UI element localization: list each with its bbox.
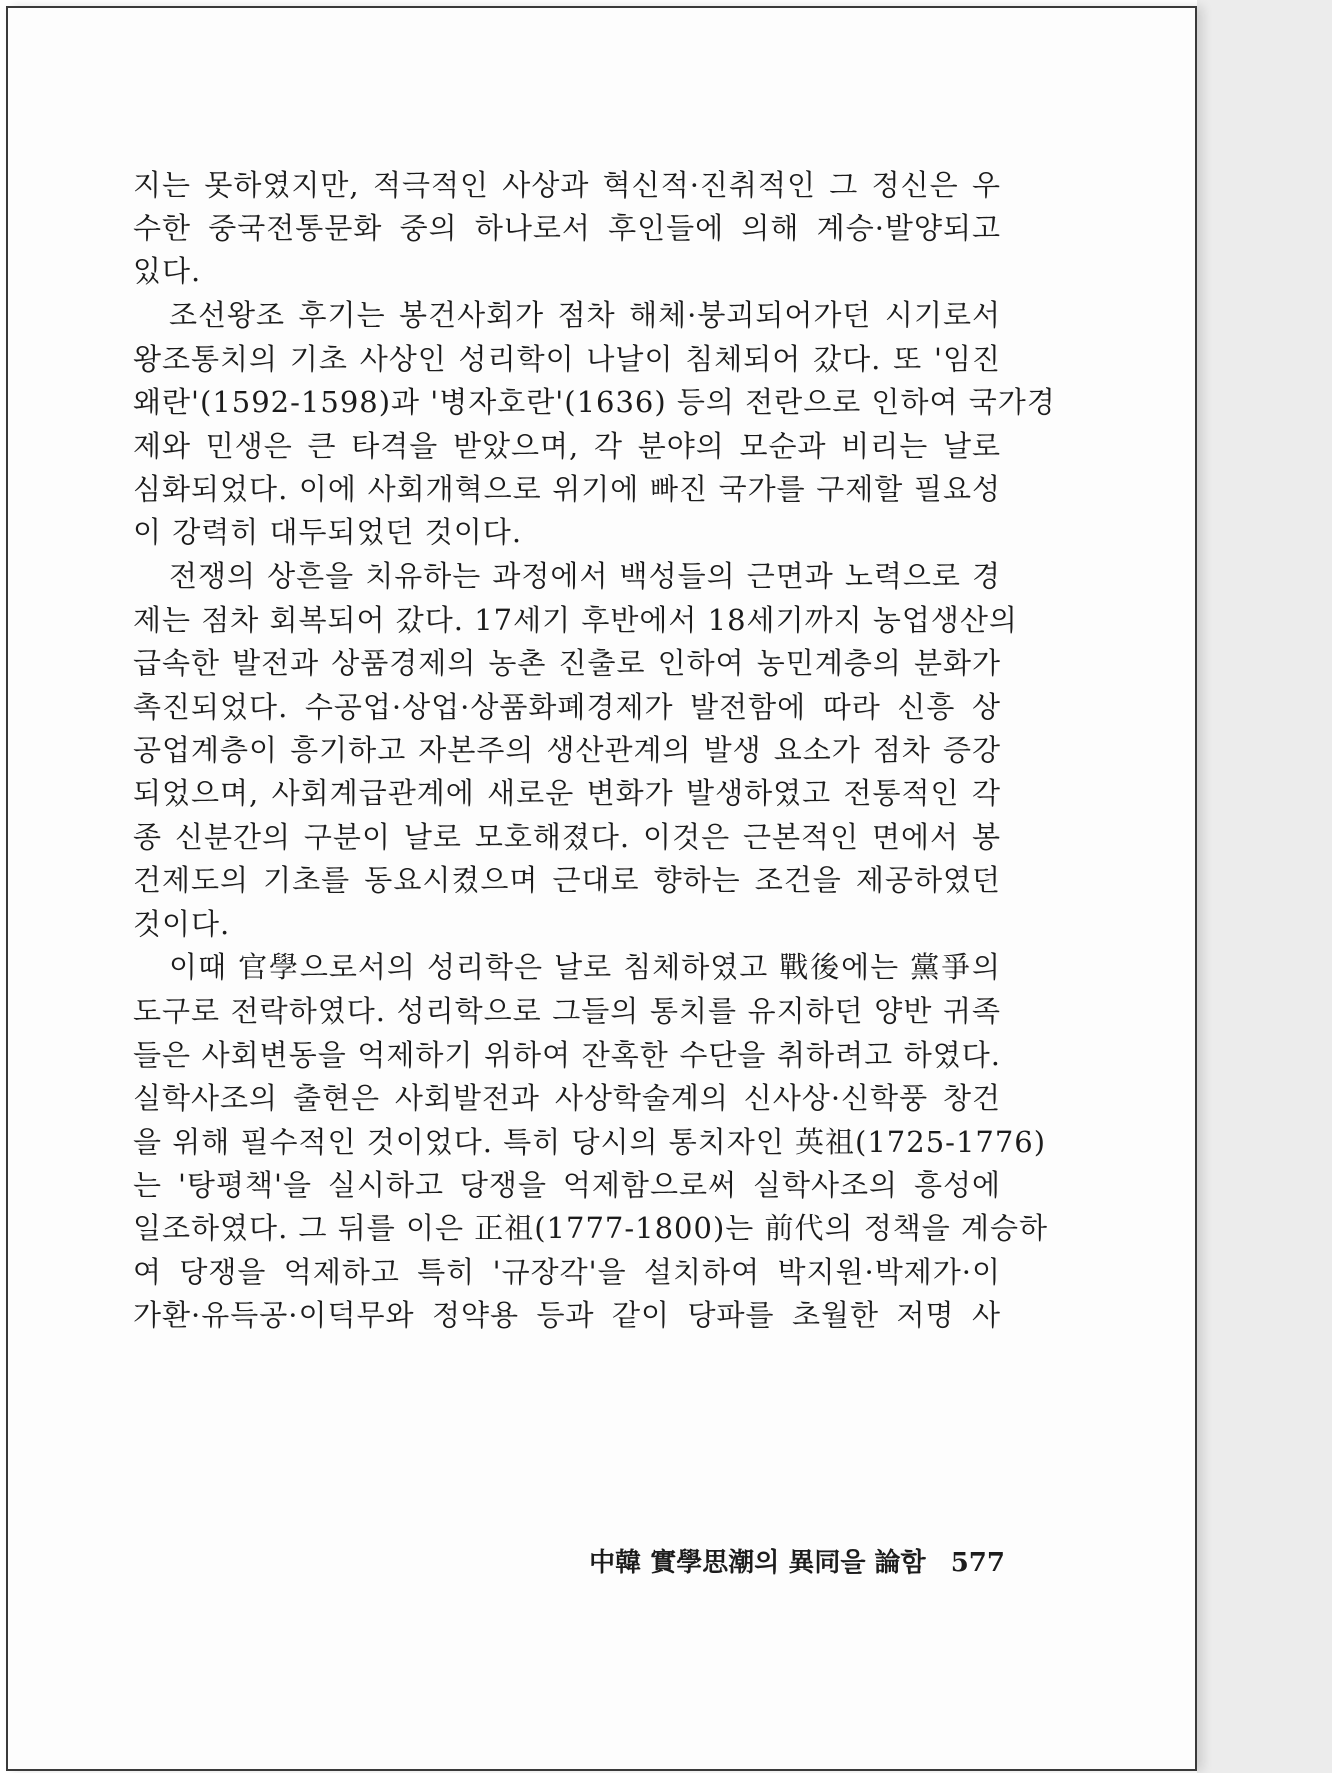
- text-line: 건제도의 기초를 동요시켰으며 근대로 향하는 조건을 제공하였던: [133, 863, 1001, 897]
- text-line: 왕조통치의 기초 사상인 성리학이 나날이 침체되어 갔다. 또 '임진: [133, 342, 1001, 376]
- text-line: 지는 못하였지만, 적극적인 사상과 혁신적·진취적인 그 정신은 우: [133, 168, 1001, 202]
- text-line: 왜란'(1592-1598)과 '병자호란'(1636) 등의 전란으로 인하여 국가경: [133, 385, 1056, 419]
- text-line: 이 강력히 대두되었던 것이다.: [133, 515, 523, 549]
- text-line: 을 위해 필수적인 것이었다. 특히 당시의 통치자인 英祖(1725-1776): [133, 1125, 1047, 1159]
- text-line: 급속한 발전과 상품경제의 농촌 진출로 인하여 농민계층의 분화가: [133, 646, 1001, 680]
- running-title: 中韓 實學思潮의 異同을 論함: [589, 1548, 926, 1578]
- text-line: 수한 중국전통문화 중의 하나로서 후인들에 의해 계승·발양되고: [133, 211, 1001, 245]
- text-line: 일조하였다. 그 뒤를 이은 正祖(1777-1800)는 前代의 정책을 계승하: [133, 1211, 1049, 1245]
- text-line: 공업계층이 흥기하고 자본주의 생산관계의 발생 요소가 점차 증강: [133, 733, 1001, 767]
- text-line: 것이다.: [133, 907, 231, 941]
- running-footer: [589, 1543, 1005, 1583]
- text-line: 도구로 전락하였다. 성리학으로 그들의 통치를 유지하던 양반 귀족: [133, 994, 1001, 1028]
- page-edge-background: [1197, 0, 1332, 1773]
- text-line: 들은 사회변동을 억제하기 위하여 잔혹한 수단을 취하려고 하였다.: [133, 1038, 1001, 1072]
- text-line: 실학사조의 출현은 사회발전과 사상학술계의 신사상·신학풍 창건: [133, 1081, 1001, 1115]
- text-line: 여 당쟁을 억제하고 특히 '규장각'을 설치하여 박지원·박제가·이: [133, 1255, 1001, 1289]
- text-line: 이때 官學으로서의 성리학은 날로 침체하였고 戰後에는 黨爭의: [169, 950, 1001, 984]
- text-line: 촉진되었다. 수공업·상업·상품화폐경제가 발전함에 따라 신흥 상: [133, 690, 1001, 724]
- text-line: 전쟁의 상흔을 치유하는 과정에서 백성들의 근면과 노력으로 경: [169, 559, 1001, 593]
- text-line: 되었으며, 사회계급관계에 새로운 변화가 발생하였고 전통적인 각: [133, 776, 1001, 810]
- page-number: 577: [950, 1548, 1005, 1578]
- text-line: 제는 점차 회복되어 갔다. 17세기 후반에서 18세기까지 농업생산의: [133, 603, 1018, 637]
- text-line: 심화되었다. 이에 사회개혁으로 위기에 빠진 국가를 구제할 필요성: [133, 472, 1001, 506]
- text-line: 가환·유득공·이덕무와 정약용 등과 같이 당파를 초월한 저명 사: [133, 1298, 1001, 1332]
- text-line: 조선왕조 후기는 봉건사회가 점차 해체·붕괴되어가던 시기로서: [169, 298, 1001, 332]
- text-line: 종 신분간의 구분이 날로 모호해졌다. 이것은 근본적인 면에서 봉: [133, 820, 1001, 854]
- text-line: 는 '탕평책'을 실시하고 당쟁을 억제함으로써 실학사조의 흥성에: [133, 1168, 1001, 1202]
- text-line: 있다.: [133, 254, 202, 288]
- text-line: 제와 민생은 큰 타격을 받았으며, 각 분야의 모순과 비리는 날로: [133, 429, 1001, 463]
